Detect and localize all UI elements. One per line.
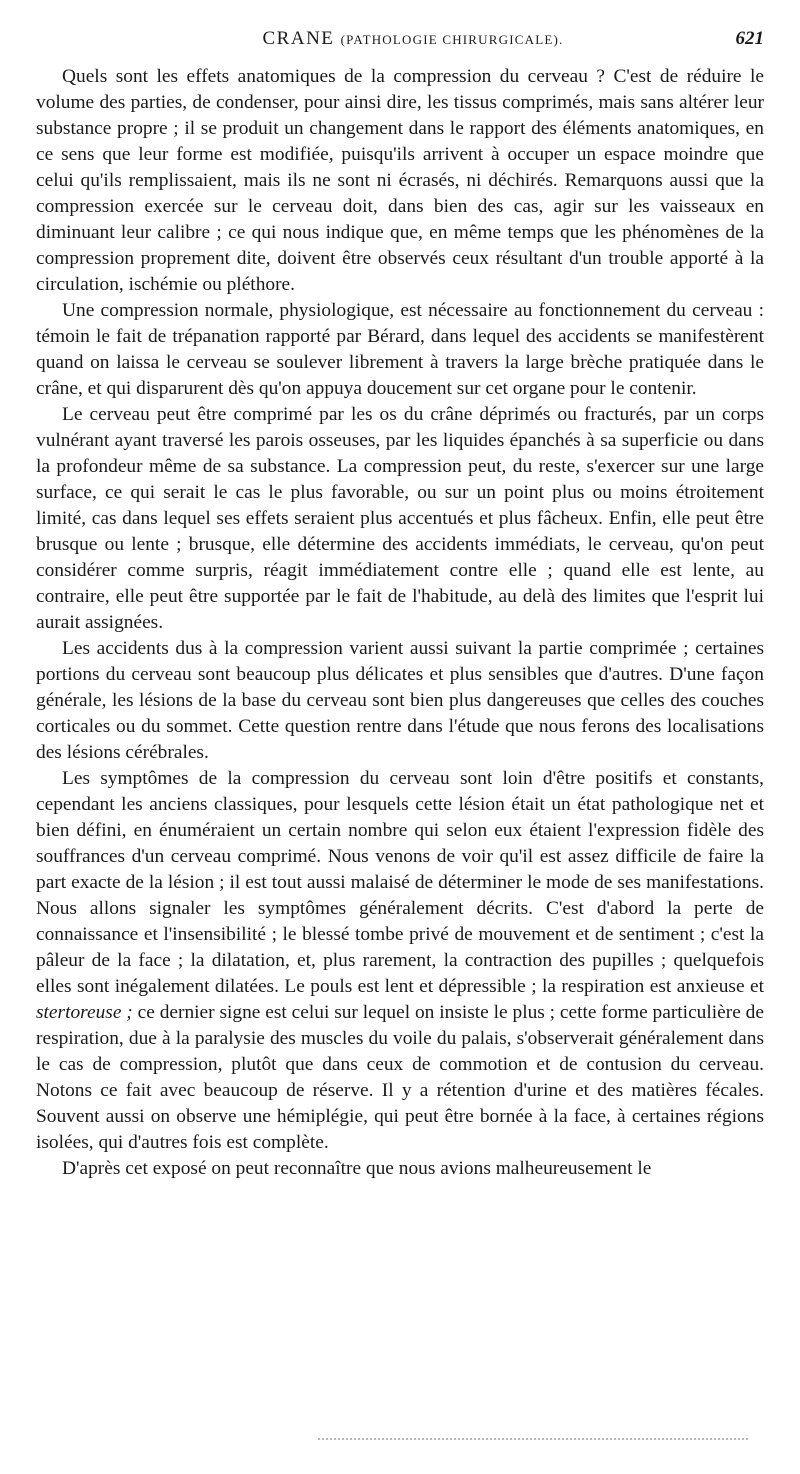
running-title-main: CRANE [262,28,335,49]
page-number: 621 [735,28,764,49]
symptoms-text-after: ce dernier signe est celui sur lequel on insiste le plus ; cette forme particulière de respiration, due à la paralysie des muscles du voile du palais, s'observerait généralement dans le cas de compression, plutôt que dans ceux de commotion et de contusion du cerveau. Notons ce fait avec beaucoup de réserve. Il y a rétention d'urine et des matières fécales. Souvent aussi on observe une hémiplégie, qui peut être bornée à la face, à certaines régions isolées, qui d'autres fois est complète. [36,1002,764,1153]
running-title [62,28,764,50]
paragraph-compression-effects: Quels sont les effets anatomiques de la compression du cerveau ? C'est de réduire le volume des parties, de condenser, pour ainsi dire, les tissus comprimés, mais sans altérer leur substance propre ; il se produit un changement dans le rapport des éléments anatomiques, en ce sens que leur forme est modifiée, puisqu'ils arrivent à occuper un espace moindre que celui qu'ils remplissaient, mais ils ne sont ni écrasés, ni déchirés. Remarquons aussi que la compression exercée sur le cerveau doit, dans bien des cas, agir sur les vaisseaux en diminuant leur calibre ; ce qui nous indique que, en même temps que les phénomènes de la compression proprement dite, doivent être observés ceux résultant d'un trouble apporté à la circulation, ischémie ou pléthore. [36,66,764,295]
running-title-subtitle: (PATHOLOGIE CHIRURGICALE). [340,32,564,47]
body-text [36,64,764,1182]
paragraph-normal-compression: Une compression normale, physiologique, est nécessaire au fonctionnement du cerveau : témoin le fait de trépanation rapporté par Bérard, dans lequel des accidents se manifestèrent quand on laissa le cerveau se soulever librement à travers la large brèche pratiquée dans le crâne, et qui disparurent dès qu'on appuya doucement sur cet organe pour le contenir. [36,300,764,399]
paragraph-accidents-by-region: Les accidents dus à la compression varient aussi suivant la partie comprimée ; certaines portions du cerveau sont beaucoup plus délicates et plus sensibles que d'autres. D'une façon générale, les lésions de la base du cerveau sont bien plus dangereuses que celles des couches corticales ou du sommet. Cette question rentre dans l'étude que nous ferons des localisations des lésions cérébrales. [36,638,764,763]
symptoms-text-before: Les symptômes de la compression du cerveau sont loin d'être positifs et constants, cependant les anciens classiques, pour lesquels cette lésion était un état pathologique net et bien défini, en énuméraient un certain nombre qui selon eux étaient l'expression fidèle des souffrances d'un cerveau comprimé. Nous venons de voir qu'il est assez difficile de faire la part exacte de la lésion ; il est tout aussi malaisé de déterminer le mode de ses manifestations. Nous allons signaler les symptômes généralement décrits. C'est d'abord la perte de connaissance et l'insensibilité ; le blessé tombe privé de mouvement et de sentiment ; c'est la pâleur de la face ; la dilatation, et, plus rarement, la contraction des pupilles ; quelquefois elles sont inégalement dilatées. Le pouls est lent et dépressible ; la respiration est anxieuse et [36,768,764,997]
running-header [62,28,764,58]
paragraph-causes-of-compression: Le cerveau peut être comprimé par les os du crâne déprimés ou fracturés, par un corps vulnérant ayant traversé les parois osseuses, par les liquides épanchés à sa superficie ou dans la profondeur même de sa substance. La compression peut, du reste, s'exercer sur une large surface, ce qui serait le cas le plus favorable, ou sur un point plus ou moins étroitement limité, cas dans lequel ses effets seraient plus accentués et plus fâcheux. Enfin, elle peut être brusque ou lente ; brusque, elle détermine des accidents immédiats, le cerveau, qu'on peut considérer comme surpris, réagit immédiatement contre elle ; quand elle est lente, au contraire, elle peut être supportée par le fait de l'habitude, au delà des limites que l'esprit lui aurait assignées. [36,404,764,633]
paragraph-symptoms [36,766,764,1156]
symptoms-emphasis: stertoreuse ; [36,1002,133,1023]
paragraph-conclusion: D'après cet exposé on peut reconnaître que nous avions malheureusement le [62,1158,652,1179]
bleed-through-rule [318,1438,748,1440]
